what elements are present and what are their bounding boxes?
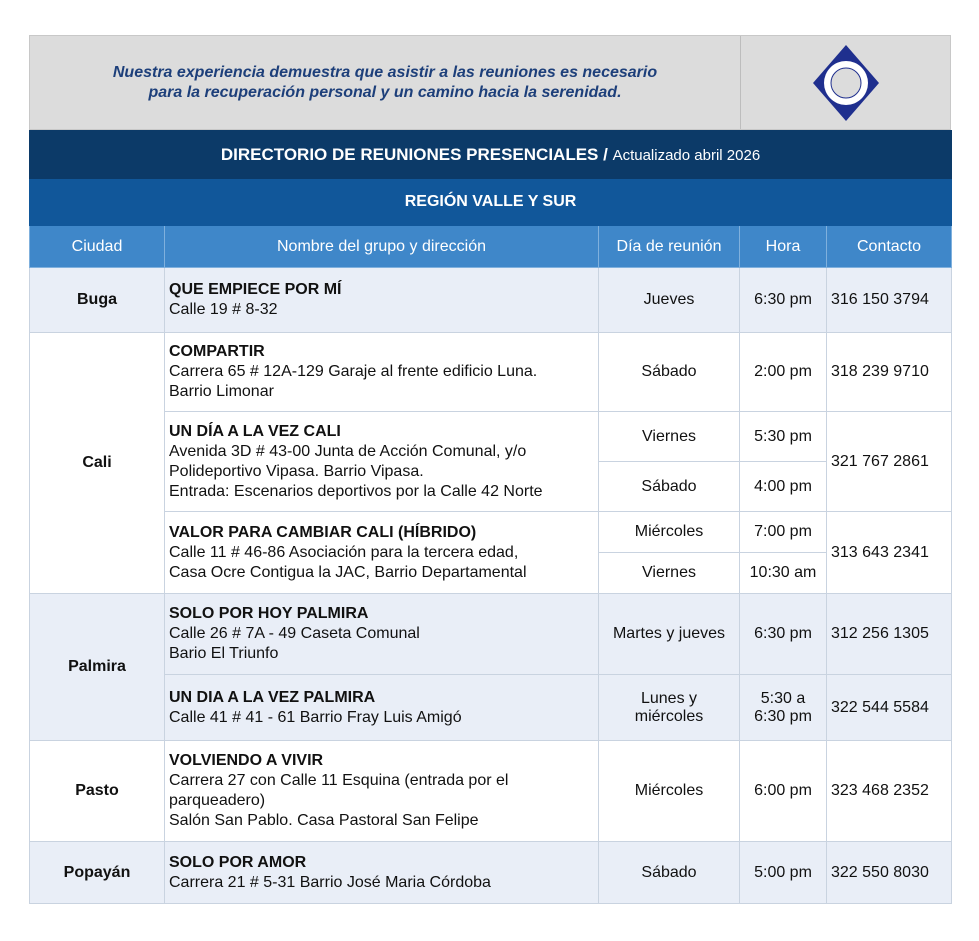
group xyxy=(165,594,599,675)
col-hora: Hora xyxy=(740,226,827,268)
quote-line: Nuestra experiencia demuestra que asistir a las reuniones es necesario xyxy=(112,63,658,81)
address: Barrio Limonar xyxy=(169,383,274,400)
address: Polideportivo Vipasa. Barrio Vipasa. xyxy=(169,462,424,480)
day: Miércoles xyxy=(599,741,740,842)
address: Calle 11 # 46-86 Asociación para la tercera edad, xyxy=(169,543,519,561)
table-row xyxy=(30,675,952,741)
contact: 322 550 8030 xyxy=(827,842,952,904)
contact: 316 150 3794 xyxy=(827,268,952,333)
time: 5:00 pm xyxy=(740,842,827,904)
time: 6:00 pm xyxy=(740,741,827,842)
day-line: miércoles xyxy=(634,707,704,725)
col-contacto: Contacto xyxy=(827,226,952,268)
table-row xyxy=(30,268,952,333)
day: Martes y jueves xyxy=(599,594,740,675)
address: Entrada: Escenarios deportivos por la Calle 42 Norte xyxy=(169,482,543,500)
quote-line: para la recuperación personal y un camino hacia la serenidad. xyxy=(148,83,622,101)
region-title: REGIÓN VALLE Y SUR xyxy=(30,179,952,226)
time-line: 6:30 pm xyxy=(754,707,812,725)
table-row xyxy=(30,512,952,553)
address: Salón San Pablo. Casa Pastoral San Felipe xyxy=(169,812,479,829)
address: Avenida 3D # 43-00 Junta de Acción Comunal, y/o xyxy=(169,442,527,460)
contact: 318 239 9710 xyxy=(827,333,952,412)
group-name: COMPARTIR xyxy=(169,343,265,360)
city: Buga xyxy=(30,268,165,333)
group xyxy=(165,512,599,594)
directory-title xyxy=(30,131,952,179)
time: 6:30 pm xyxy=(740,594,827,675)
address: Calle 41 # 41 - 61 Barrio Fray Luis Amigó xyxy=(169,708,462,726)
col-dia: Día de reunión xyxy=(599,226,740,268)
address: Bario El Triunfo xyxy=(169,645,279,662)
title-updated: Actualizado abril 2026 xyxy=(612,146,761,164)
group-name: VALOR PARA CAMBIAR CALI (HÍBRIDO) xyxy=(169,523,477,541)
contact: 323 468 2352 xyxy=(827,741,952,842)
group xyxy=(165,842,599,904)
address: Carrera 27 con Calle 11 Esquina (entrada por el xyxy=(169,772,509,789)
group-name: SOLO POR HOY PALMIRA xyxy=(169,605,369,622)
day: Sábado xyxy=(599,333,740,412)
day xyxy=(599,675,740,741)
time: 6:30 pm xyxy=(740,268,827,333)
time: 7:00 pm xyxy=(740,512,827,553)
group-name: SOLO POR AMOR xyxy=(169,853,307,871)
day: Viernes xyxy=(599,412,740,462)
day: Sábado xyxy=(599,462,740,512)
contact: 313 643 2341 xyxy=(827,512,952,594)
day: Jueves xyxy=(599,268,740,333)
contact: 312 256 1305 xyxy=(827,594,952,675)
group xyxy=(165,675,599,741)
address: Casa Ocre Contigua la JAC, Barrio Departamental xyxy=(169,563,527,581)
contact: 321 767 2861 xyxy=(827,412,952,512)
time xyxy=(740,675,827,741)
address: Carrera 65 # 12A-129 Garaje al frente edificio Luna. xyxy=(169,363,538,380)
city: Cali xyxy=(30,333,165,594)
city: Pasto xyxy=(30,741,165,842)
time-line: 5:30 a xyxy=(760,689,806,707)
table-row xyxy=(30,412,952,462)
group-name: VOLVIENDO A VIVIR xyxy=(169,752,324,769)
table-row xyxy=(30,741,952,842)
day: Sábado xyxy=(599,842,740,904)
contact: 322 544 5584 xyxy=(827,675,952,741)
day: Viernes xyxy=(599,553,740,594)
address: Carrera 21 # 5-31 Barrio José Maria Córdoba xyxy=(169,873,491,891)
address: parqueadero) xyxy=(169,792,266,809)
group-name: UN DÍA A LA VEZ CALI xyxy=(169,422,341,440)
group xyxy=(165,268,599,333)
group xyxy=(165,741,599,842)
logo-icon xyxy=(811,43,881,123)
day: Miércoles xyxy=(599,512,740,553)
quote xyxy=(30,36,741,129)
group xyxy=(165,412,599,512)
group-name: UN DIA A LA VEZ PALMIRA xyxy=(169,688,376,706)
title-main: DIRECTORIO DE REUNIONES PRESENCIALES / xyxy=(220,144,608,164)
header-banner xyxy=(29,35,951,130)
table-row xyxy=(30,842,952,904)
day-line: Lunes y xyxy=(640,689,698,707)
group xyxy=(165,333,599,412)
meetings-table xyxy=(29,130,952,904)
table-row xyxy=(30,333,952,412)
time: 5:30 pm xyxy=(740,412,827,462)
time: 4:00 pm xyxy=(740,462,827,512)
table-row xyxy=(30,594,952,675)
col-nombre: Nombre del grupo y dirección xyxy=(165,226,599,268)
group-name: QUE EMPIECE POR MÍ xyxy=(169,281,342,298)
time: 2:00 pm xyxy=(740,333,827,412)
address: Calle 19 # 8-32 xyxy=(169,301,278,318)
city: Popayán xyxy=(30,842,165,904)
logo xyxy=(741,36,950,129)
city: Palmira xyxy=(30,594,165,741)
address: Calle 26 # 7A - 49 Caseta Comunal xyxy=(169,625,420,642)
time: 10:30 am xyxy=(740,553,827,594)
col-ciudad: Ciudad xyxy=(30,226,165,268)
